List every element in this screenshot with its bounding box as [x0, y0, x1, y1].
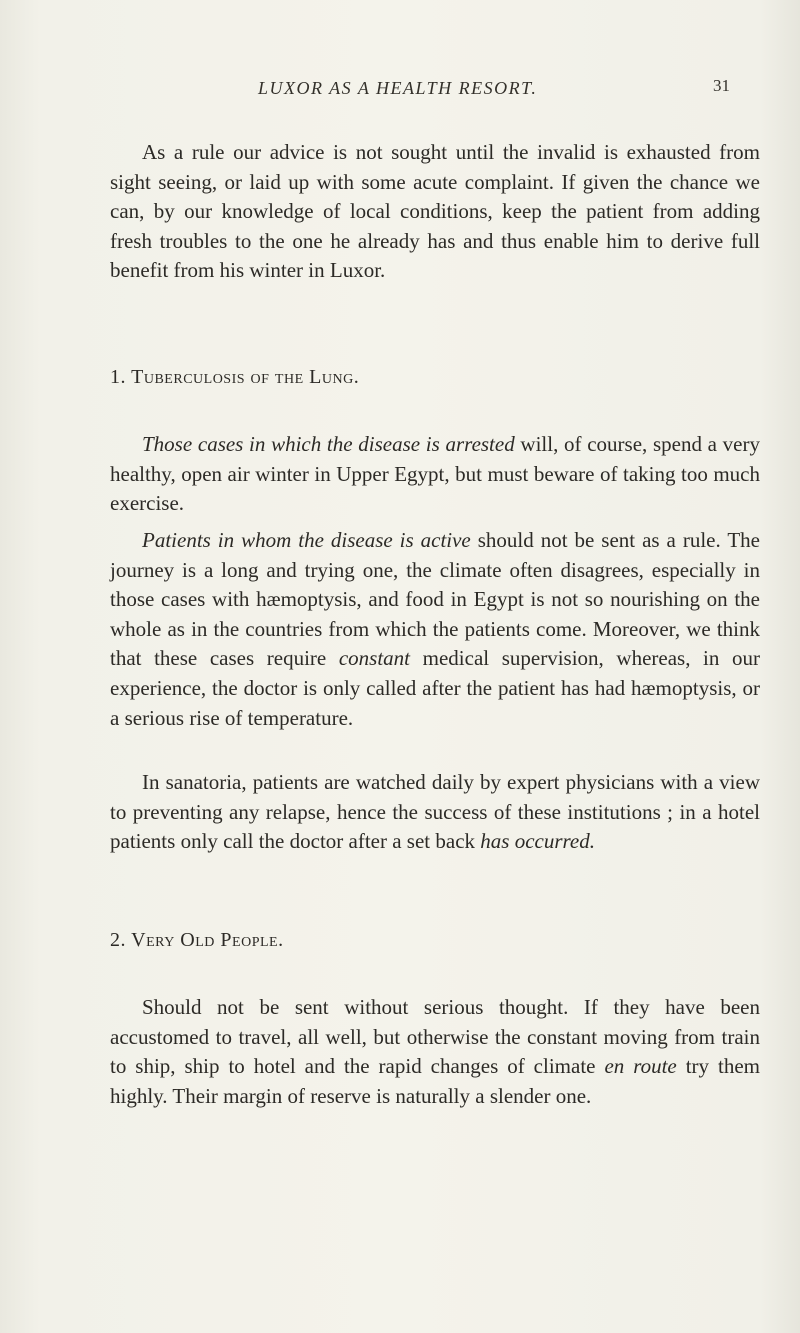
- paragraph-arrested-cases: [110, 430, 760, 519]
- paragraph-sanatoria: [110, 768, 760, 857]
- paragraph-text: medical supervision, whereas, in our experience, the doctor is only called after the patient has had hæmoptysis, or a serious rise of temperature.: [110, 646, 760, 730]
- paragraph-text: should not be sent as a rule. The journey is a long and trying one, the climate often disagrees, especially in those cases with hæmoptysis, and food in Egypt is not so nourishing on the whole as in the countries from which the patients come. Moreover, we think that these cases require: [110, 528, 760, 671]
- intro-paragraph: [110, 138, 760, 286]
- page-number: 31: [713, 76, 730, 95]
- italic-word-constant: constant: [338, 646, 411, 671]
- paragraph-text: will, of course, spend a very healthy, open air winter in Upper Egypt, but must beware of taking too much exercise.: [110, 432, 760, 516]
- paragraph-old-people: [110, 993, 760, 1111]
- paragraph-text: Should not be sent without serious thought. If they have been accustomed to travel, all well, but otherwise the constant moving from train to ship, ship to hotel and the rapid changes of climate: [110, 995, 760, 1079]
- italic-phrase-en-route: en route: [604, 1054, 677, 1079]
- section-heading-tuberculosis: 1. Tuberculosis of the Lung.: [110, 366, 360, 388]
- paragraph-text: In sanatoria, patients are watched daily by expert physicians with a view to preventing any relapse, hence the success of these institutions ; in a hotel patients only call the doctor after a set back: [110, 770, 760, 854]
- section-heading-old-people: 2. Very Old People.: [110, 929, 284, 951]
- paragraph-active-cases: [110, 526, 760, 733]
- italic-phrase: Those cases in which the disease is arrested: [142, 432, 515, 456]
- paragraph-text: try them highly. Their margin of reserve is naturally a slender one.: [110, 1054, 760, 1108]
- italic-phrase: Patients in whom the disease is active: [142, 528, 471, 552]
- running-title: LUXOR AS A HEALTH RESORT.: [258, 78, 538, 98]
- intro-text: As a rule our advice is not sought until the invalid is exhausted from sight seeing, or laid up with some acute complaint. If given the chance we can, by our knowledge of local conditions, keep the patient from adding fresh troubles to the one he already has and thus enable him to derive full benefit from his winter in Luxor.: [110, 140, 760, 283]
- italic-phrase: has occurred.: [480, 829, 595, 854]
